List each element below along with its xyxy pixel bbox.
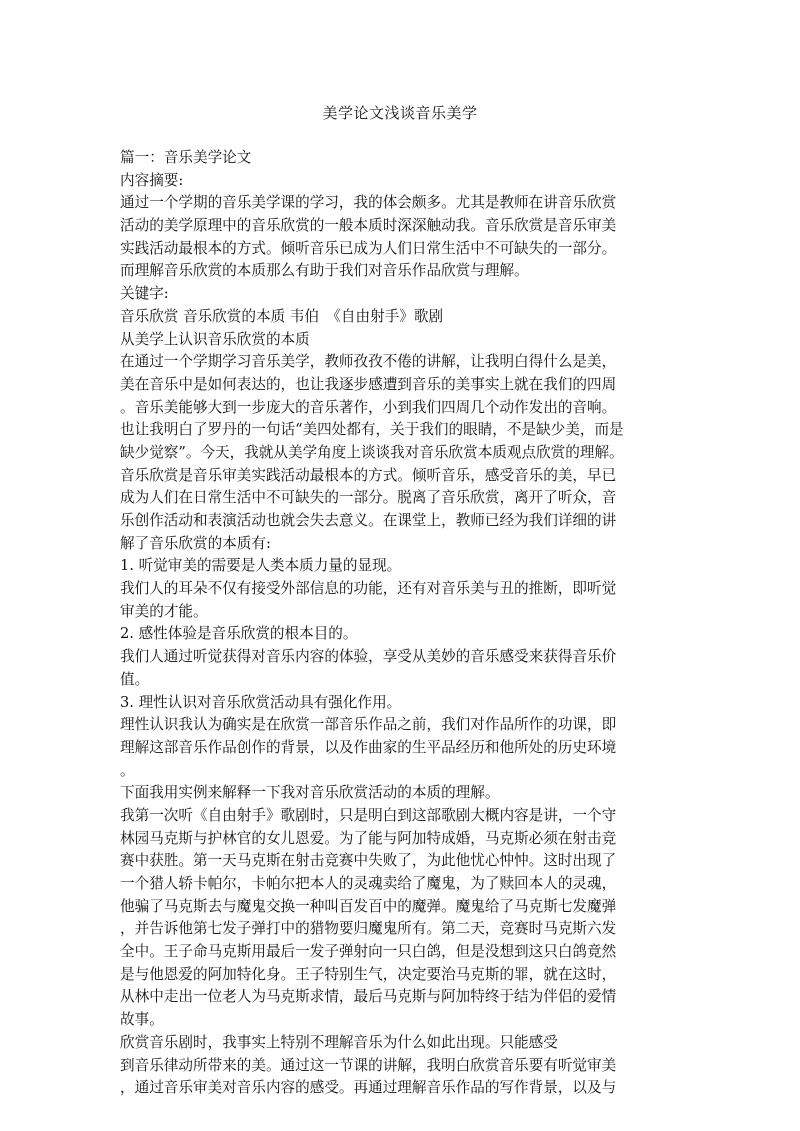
text-line: 音乐欣赏 音乐欣赏的本质 韦伯 《自由射手》歌剧: [120, 307, 444, 325]
text-line: 2. 感性体验是音乐欣赏的根本目的。: [120, 625, 358, 643]
text-line: 活动的美学原理中的音乐欣赏的一般本质时深深触动我。音乐欣赏是音乐审美: [120, 217, 617, 235]
text-line: 成为人们在日常生活中不可缺失的一部分。脱离了音乐欣赏，离开了听众，音: [120, 489, 617, 507]
text-line: 赛中获胜。第一天马克斯在射击竞赛中失败了，为此他忧心忡忡。这时出现了: [120, 852, 617, 870]
text-line: 理性认识我认为确实是在欣赏一部音乐作品之前，我们对作品所作的功课，即: [120, 716, 617, 734]
text-line: 从美学上认识音乐欣赏的本质: [120, 330, 310, 348]
text-line: ，通过音乐审美对音乐内容的感受。再通过理解音乐作品的写作背景，以及与: [120, 1079, 617, 1097]
document-body: [120, 147, 680, 1100]
text-line: 审美的才能。: [120, 602, 208, 620]
text-line: 通过一个学期的音乐美学课的学习，我的体会颇多。尤其是教师在讲音乐欣赏: [120, 194, 617, 212]
text-line: 故事。: [120, 1011, 164, 1029]
text-line: 他骗了马克斯去与魔鬼交换一种叫百发百中的魔弹。魔鬼给了马克斯七发魔弹: [120, 897, 617, 915]
text-line: 全中。王子命马克斯用最后一发子弹射向一只白鸽，但是没想到这只白鸽竟然: [120, 943, 617, 961]
text-line: 下面我用实例来解释一下我对音乐欣赏活动的本质的理解。: [120, 784, 500, 802]
text-line: 美在音乐中是如何表达的，也让我逐步感遭到音乐的美事实上就在我们的四周: [120, 375, 617, 393]
text-line: 音乐欣赏是音乐审美实践活动最根本的方式。倾听音乐，感受音乐的美，早已: [120, 466, 617, 484]
text-line: 解了音乐欣赏的本质有:: [120, 534, 271, 552]
text-line: 而理解音乐欣赏的本质那么有助于我们对音乐作品欣赏与理解。: [120, 262, 529, 280]
text-line: 篇一：音乐美学论文: [120, 149, 252, 166]
text-line: 到音乐律动所带来的美。通过这一节课的讲解，我明白欣赏音乐要有听觉审美: [120, 1056, 617, 1074]
text-line: ，并告诉他第七发子弹打中的猎物要归魔鬼所有。第二天，竞赛时马克斯六发: [120, 920, 617, 938]
text-line: 也让我明白了罗丹的一句话“美四处都有，关于我们的眼睛，不是缺少美，而是: [120, 421, 624, 439]
text-line: 乐创作活动和表演活动也就会失去意义。在课堂上，教师已经为我们详细的讲: [120, 512, 617, 529]
text-line: 我第一次听《自由射手》歌剧时，只是明白到这部歌剧大概内容是讲，一个守: [120, 806, 617, 824]
text-line: 是与他恩爱的阿加特化身。王子特别生气，决定要治马克斯的罪，就在这时，: [120, 965, 617, 983]
text-line: 我们人的耳朵不仅有接受外部信息的功能，还有对音乐美与丑的推断，即听觉: [120, 580, 617, 598]
text-line: 在通过一个学期学习音乐美学，教师孜孜不倦的讲解，让我明白得什么是美，: [120, 353, 617, 371]
text-line: 。音乐美能够大到一步庞大的音乐著作，小到我们四周几个动作发出的音响。: [120, 398, 617, 416]
text-line: 从林中走出一位老人为马克斯求情，最后马克斯与阿加特终于结为伴侣的爱情: [120, 988, 617, 1006]
text-line: 我们人通过听觉获得对音乐内容的体验，享受从美妙的音乐感受来获得音乐价: [120, 648, 617, 666]
text-line: 3. 理性认识对音乐欣赏活动具有强化作用。: [120, 693, 402, 711]
text-line: 缺少觉察”。今天，我就从美学角度上谈谈我对音乐欣赏本质观点欣赏的理解。: [120, 443, 624, 461]
text-line: 1. 听觉审美的需要是人类本质力量的显现。: [120, 557, 402, 575]
text-line: 一个猎人轿卡帕尔，卡帕尔把本人的灵魂卖给了魔鬼，为了赎回本人的灵魂，: [120, 875, 617, 892]
text-line: 实践活动最根本的方式。倾听音乐已成为人们日常生活中不可缺失的一部分。: [120, 239, 617, 257]
text-line: 内容摘要:: [120, 171, 184, 189]
text-line: 值。: [120, 670, 150, 688]
page-title: 美学论文浅谈音乐美学: [322, 104, 478, 122]
text-line: 。: [120, 761, 135, 779]
text-line: 关键字:: [120, 285, 169, 303]
text-line: 理解这部音乐作品创作的背景，以及作曲家的生平品经历和他所处的历史环境: [120, 738, 617, 756]
text-line: 林园马克斯与护林官的女儿恩爱。为了能与阿加特成婚，马克斯必须在射击竞: [120, 829, 617, 847]
text-line: 欣赏音乐剧时，我事实上特别不理解音乐为什么如此出现。只能感受: [120, 1033, 558, 1051]
